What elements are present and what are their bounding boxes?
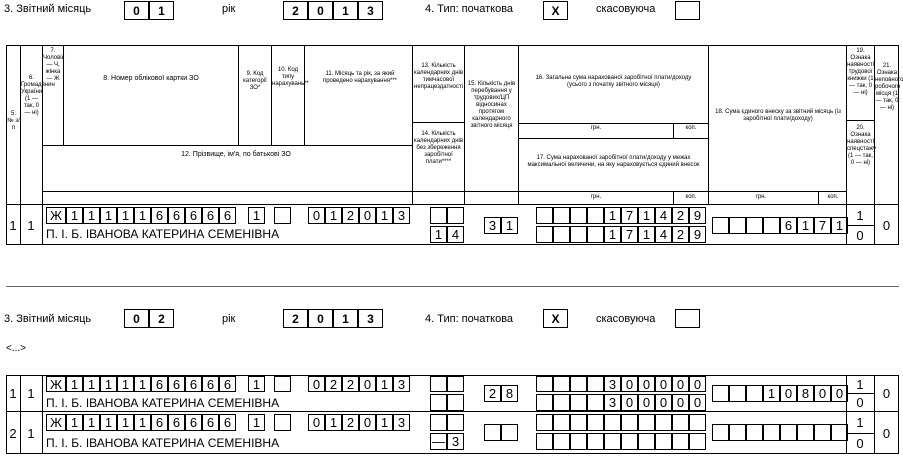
total-sum-digit-cell[interactable] [587,207,604,224]
max-sum-digit-cell[interactable]: 0 [689,394,706,411]
max-sum-digit-cell[interactable] [553,226,570,243]
contribution-digit-cell[interactable] [763,424,780,441]
card-digit-cell[interactable]: 1 [100,207,117,224]
days-sick-cell[interactable] [447,376,464,392]
total-sum-digit-cell[interactable] [570,376,587,392]
max-sum-digit-cell[interactable] [536,394,553,411]
gender-cell[interactable]: Ж [46,376,66,392]
card-digit-cell[interactable]: 6 [185,376,202,392]
max-sum-digit-cell[interactable] [638,433,655,450]
contribution-digit-cell[interactable] [746,424,763,441]
category-cell[interactable]: 1 [248,414,265,431]
col16-header: 16. Загальна сума нарахованої заробітної плати/доходу (усього з початку звітного місяця) [535,75,692,88]
row-number: 1 [9,386,17,401]
col16-kop: коп. [685,125,697,131]
card-digit-cell[interactable]: 1 [66,414,83,431]
cancel-box[interactable] [675,1,700,20]
total-sum-digit-cell[interactable]: 9 [689,207,706,224]
days-sick-cell[interactable] [430,414,447,431]
citizen-flag: 1 [27,217,35,233]
days-no-pay-cell[interactable] [430,394,447,411]
type-label: 4. Тип: початкова [425,313,514,325]
special-flag: 0 [856,395,864,410]
contribution-digit-cell[interactable]: 1 [831,217,848,234]
total-sum-digit-cell[interactable] [638,414,655,431]
max-sum-digit-cell[interactable]: 7 [621,226,638,243]
full-name: П. І. Б. ІВАНОВА КАТЕРИНА СЕМЕНІВНА [46,396,280,410]
total-sum-digit-cell[interactable] [655,414,672,431]
total-sum-digit-cell[interactable]: 0 [689,376,706,392]
workbook-flag: 1 [856,415,864,430]
col18-header: 18. Сума єдиного внеску за звітний місяць (із заробітної плати/доходу) [715,109,841,122]
month-year-digit-cell[interactable]: 2 [342,414,359,431]
contribution-digit-cell[interactable] [780,424,797,441]
col18-grn: грн. [755,194,767,200]
col20-header: 20. Ознака наявності спецстажу (1 — так, 0 — ні) [847,125,877,166]
card-digit-cell[interactable]: 1 [83,207,100,224]
month-year-digit-cell[interactable]: 1 [325,207,342,224]
category-cell[interactable]: 1 [248,207,265,224]
contribution-digit-cell[interactable] [814,424,831,441]
type-initial-box[interactable]: Х [543,1,568,20]
card-digit-cell[interactable]: 6 [168,376,185,392]
total-sum-digit-cell[interactable]: 4 [655,207,672,224]
month-digit-2[interactable]: 2 [149,309,174,328]
part-time-flag: 0 [882,425,891,441]
citizen-flag: 1 [27,425,35,441]
total-sum-digit-cell[interactable] [553,414,570,431]
col10-header: 10. Код типу нарахувань** [272,67,309,87]
days-no-pay-cell[interactable]: 4 [447,226,464,243]
total-sum-digit-cell[interactable]: 0 [638,376,655,392]
col15-header: 15. Кількість днів перебування у трудових/ЦП відносинах протягом календарного звітного місяця [467,81,516,129]
contribution-digit-cell[interactable]: 0 [780,385,797,402]
card-digit-cell[interactable]: 1 [66,376,83,392]
max-sum-digit-cell[interactable]: 9 [689,226,706,243]
max-sum-digit-cell[interactable] [621,433,638,450]
col14-header: 14. Кількість календарних днів без збереження заробітної плати**** [413,131,464,165]
row-number: 1 [9,217,17,233]
contribution-digit-cell[interactable] [729,385,746,402]
contribution-digit-cell[interactable] [763,217,780,234]
contribution-digit-cell[interactable]: 1 [763,385,780,402]
total-sum-digit-cell[interactable] [536,376,553,392]
total-sum-digit-cell[interactable] [621,414,638,431]
card-digit-cell[interactable]: 6 [202,376,219,392]
total-sum-digit-cell[interactable]: 2 [672,207,689,224]
month-year-digit-cell[interactable]: 0 [359,376,376,392]
col13-header: 13. Кількість календарних днів тимчасової непрацездатності [413,63,464,90]
card-digit-cell[interactable]: 6 [185,414,202,431]
card-digit-cell[interactable]: 6 [185,207,202,224]
days-sick-cell[interactable] [447,207,464,224]
omitted-marker: <...> [6,343,27,354]
card-digit-cell[interactable]: 6 [168,207,185,224]
col6-header: 6. Громадянин України (1 — так, 0 — ні) [21,75,55,116]
days-no-pay-cell[interactable]: 1 [430,226,447,243]
max-sum-digit-cell[interactable] [587,394,604,411]
contribution-digit-cell[interactable]: 8 [797,385,814,402]
max-sum-digit-cell[interactable] [672,433,689,450]
gender-cell[interactable]: Ж [46,207,66,224]
days-worked-cell[interactable]: 2 [484,385,501,402]
days-no-pay-cell[interactable]: 3 [447,433,464,450]
col8-header: 8. Номер облікової картки ЗО [103,75,199,82]
max-sum-digit-cell[interactable]: 0 [655,394,672,411]
card-digit-cell[interactable]: 1 [100,376,117,392]
total-sum-digit-cell[interactable] [570,414,587,431]
table-header [6,45,903,205]
year-digit-2[interactable]: 0 [308,1,333,20]
max-sum-digit-cell[interactable]: 4 [655,226,672,243]
month-year-digit-cell[interactable]: 3 [393,376,410,392]
workbook-flag: 1 [856,207,864,223]
cancel-label: скасовуюча [596,313,656,325]
accrual-type-cell[interactable] [274,207,291,224]
card-digit-cell[interactable]: 6 [202,414,219,431]
col17-header: 17. Сума нарахованої заробітної плати/доходу у межах максимальної величини, на яку нараховується єдиний внесок [527,155,700,168]
col11-header: 11. Місяць та рік, за який проведено нарахування*** [322,71,398,84]
card-digit-cell[interactable]: 1 [66,207,83,224]
month-year-digit-cell[interactable]: 0 [308,376,325,392]
year-digit-4[interactable]: 3 [358,309,383,328]
contribution-digit-cell[interactable]: 0 [814,385,831,402]
gender-cell[interactable]: Ж [46,414,66,431]
month-year-digit-cell[interactable]: 1 [325,414,342,431]
total-sum-digit-cell[interactable] [604,414,621,431]
days-worked-cell[interactable] [501,424,518,441]
year-digit-2[interactable]: 0 [308,309,333,328]
year-label: рік [222,313,236,325]
col17-kop: коп. [685,194,697,200]
month-year-digit-cell[interactable]: 2 [342,376,359,392]
contribution-digit-cell[interactable]: 6 [780,217,797,234]
contribution-digit-cell[interactable]: 0 [831,385,848,402]
days-worked-cell[interactable] [484,424,501,441]
year-digit-3[interactable]: 1 [333,1,358,20]
month-year-digit-cell[interactable]: 0 [308,414,325,431]
card-digit-cell[interactable]: 1 [134,414,151,431]
report-month-label: 3. Звітний місяць [4,3,92,15]
days-sick-cell[interactable] [430,376,447,392]
max-sum-digit-cell[interactable] [655,433,672,450]
full-name: П. І. Б. ІВАНОВА КАТЕРИНА СЕМЕНІВНА [46,436,280,450]
contribution-digit-cell[interactable] [746,385,763,402]
card-digit-cell[interactable]: 1 [117,414,134,431]
card-digit-cell[interactable]: 6 [151,376,168,392]
total-sum-digit-cell[interactable] [553,376,570,392]
max-sum-digit-cell[interactable] [536,433,553,450]
month-year-digit-cell[interactable]: 3 [393,414,410,431]
total-sum-digit-cell[interactable] [672,414,689,431]
card-digit-cell[interactable]: 6 [219,207,236,224]
year-digit-1[interactable]: 2 [283,309,308,328]
month-year-digit-cell[interactable]: 1 [376,414,393,431]
total-sum-digit-cell[interactable]: 0 [621,376,638,392]
card-digit-cell[interactable]: 1 [117,376,134,392]
year-digit-3[interactable]: 1 [333,309,358,328]
contribution-digit-cell[interactable] [712,424,729,441]
type-label: 4. Тип: початкова [425,3,514,15]
total-sum-digit-cell[interactable] [570,207,587,224]
month-year-digit-cell[interactable]: 0 [308,207,325,224]
max-sum-digit-cell[interactable] [570,394,587,411]
max-sum-digit-cell[interactable]: 0 [672,394,689,411]
contribution-digit-cell[interactable]: 1 [797,217,814,234]
col16-grn: грн. [590,125,602,131]
card-digit-cell[interactable]: 1 [83,376,100,392]
max-sum-digit-cell[interactable] [553,433,570,450]
days-sick-cell[interactable] [430,207,447,224]
part-time-flag: 0 [882,217,891,233]
max-sum-digit-cell[interactable] [587,433,604,450]
card-digit-cell[interactable]: 6 [151,207,168,224]
days-no-pay-cell[interactable]: — [432,434,445,449]
col19-header: 19. Ознака наявності трудової книжки (1 — так, 0 — ні) [847,48,874,96]
contribution-digit-cell[interactable] [729,217,746,234]
total-sum-digit-cell[interactable] [536,414,553,431]
month-digit-1[interactable]: 0 [124,309,149,328]
accrual-type-cell[interactable] [274,376,291,392]
contribution-digit-cell[interactable] [712,217,729,234]
month-digit-1[interactable]: 0 [124,1,149,20]
month-year-digit-cell[interactable]: 1 [376,376,393,392]
contribution-digit-cell[interactable] [746,217,763,234]
card-digit-cell[interactable]: 1 [134,207,151,224]
contribution-digit-cell[interactable] [712,385,729,402]
total-sum-digit-cell[interactable] [689,414,706,431]
cancel-label: скасовуюча [596,3,656,15]
year-digit-4[interactable]: 3 [358,1,383,20]
max-sum-digit-cell[interactable] [604,433,621,450]
special-flag: 0 [856,227,864,243]
row-number: 2 [9,425,17,441]
contribution-digit-cell[interactable] [797,424,814,441]
month-year-digit-cell[interactable]: 2 [342,207,359,224]
cancel-box[interactable] [675,309,700,328]
card-digit-cell[interactable]: 6 [168,414,185,431]
days-sick-cell[interactable] [447,414,464,431]
report-month-label-2: 3. Звітний місяць [4,313,92,325]
total-sum-digit-cell[interactable] [536,207,553,224]
total-sum-digit-cell[interactable]: 1 [638,207,655,224]
contribution-digit-cell[interactable] [729,424,746,441]
total-sum-digit-cell[interactable]: 1 [604,207,621,224]
card-digit-cell[interactable]: 1 [117,207,134,224]
full-name: П. І. Б. ІВАНОВА КАТЕРИНА СЕМЕНІВНА [46,227,280,241]
total-sum-digit-cell[interactable] [553,207,570,224]
card-digit-cell[interactable]: 6 [151,414,168,431]
col21-header: 21. Ознака неповного робочого місця (1 — так, 0 — ні) [875,63,903,111]
max-sum-digit-cell[interactable]: 3 [604,394,621,411]
col5-header: 5. № з/п [7,111,20,131]
max-sum-digit-cell[interactable]: 0 [638,394,655,411]
month-year-digit-cell[interactable]: 1 [376,207,393,224]
month-year-digit-cell[interactable]: 0 [359,414,376,431]
col17-grn: грн. [590,194,602,200]
days-worked-cell[interactable]: 8 [501,385,518,402]
max-sum-digit-cell[interactable] [587,226,604,243]
max-sum-digit-cell[interactable]: 0 [621,394,638,411]
table-row [6,412,899,454]
part-time-flag: 0 [882,386,891,401]
accrual-type-cell[interactable] [274,414,291,431]
days-worked-cell[interactable]: 1 [501,217,518,234]
days-worked-cell[interactable]: 3 [484,217,501,234]
month-digit-2[interactable]: 1 [149,1,174,20]
col12-header: 12. Прізвище, ім'я, по батькові ЗО [181,151,291,158]
card-digit-cell[interactable]: 6 [219,414,236,431]
workbook-flag: 1 [856,376,864,392]
max-sum-digit-cell[interactable] [536,226,553,243]
category-cell[interactable]: 1 [248,376,265,392]
max-sum-digit-cell[interactable] [689,433,706,450]
max-sum-digit-cell[interactable] [553,394,570,411]
year-label: рік [222,3,236,15]
max-sum-digit-cell[interactable]: 1 [638,226,655,243]
table-row [6,205,899,245]
total-sum-digit-cell[interactable] [587,414,604,431]
month-year-digit-cell[interactable]: 3 [393,207,410,224]
table-row [6,375,899,412]
max-sum-digit-cell[interactable]: 2 [672,226,689,243]
col7-header: 7. Чоловік — Ч, жінка — Ж [43,48,65,82]
total-sum-digit-cell[interactable]: 3 [604,376,621,392]
month-year-digit-cell[interactable]: 0 [359,207,376,224]
total-sum-digit-cell[interactable]: 0 [655,376,672,392]
year-digit-1[interactable]: 2 [283,1,308,20]
max-sum-digit-cell[interactable] [570,433,587,450]
col18-kop: коп. [827,194,839,200]
card-digit-cell[interactable]: 6 [219,376,236,392]
card-digit-cell[interactable]: 6 [202,207,219,224]
citizen-flag: 1 [27,386,35,401]
card-digit-cell[interactable]: 1 [134,376,151,392]
contribution-digit-cell[interactable] [831,424,848,441]
month-year-digit-cell[interactable]: 2 [325,376,342,392]
special-flag: 0 [856,436,864,451]
days-no-pay-cell[interactable] [447,394,464,411]
col9-header: 9. Код категорії ЗО* [243,71,267,91]
contribution-digit-cell[interactable]: 7 [814,217,831,234]
max-sum-digit-cell[interactable]: 1 [604,226,621,243]
total-sum-digit-cell[interactable] [587,376,604,392]
card-digit-cell[interactable]: 1 [83,414,100,431]
max-sum-digit-cell[interactable] [570,226,587,243]
card-digit-cell[interactable]: 1 [100,414,117,431]
total-sum-digit-cell[interactable]: 0 [672,376,689,392]
type-initial-box[interactable]: Х [543,309,568,328]
total-sum-digit-cell[interactable]: 7 [621,207,638,224]
